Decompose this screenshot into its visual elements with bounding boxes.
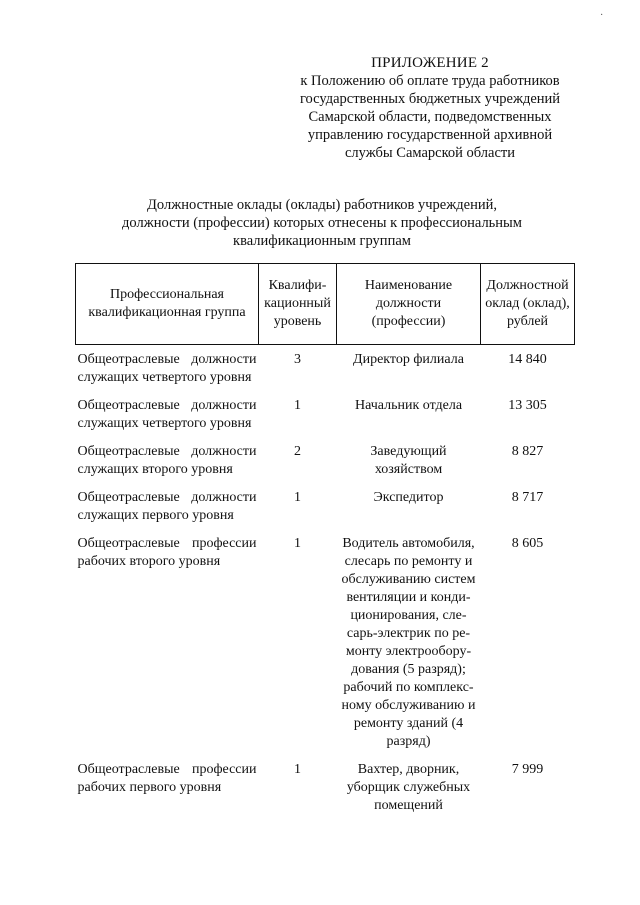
title-line: должности (профессии) которых отнесены к профессиональным [122, 215, 522, 231]
header-salary: Должностной оклад (оклад), рублей [481, 264, 575, 345]
cell-level: 1 [294, 536, 301, 551]
header-level: Квалифи-кационный уровень [259, 264, 337, 345]
table-row [76, 345, 575, 392]
header-position: Наименование должности (профессии) [337, 264, 481, 345]
cell-level: 1 [294, 762, 301, 777]
table-row [76, 529, 575, 755]
cell-salary: 8 717 [511, 490, 544, 505]
cell-position: Вахтер, дворник, уборщик служебных помещений [346, 762, 471, 813]
header-group: Профессиональная квалификационная группа [76, 264, 259, 345]
table-row [76, 437, 575, 483]
appendix-line: Самарской области, подведомственных [308, 109, 552, 125]
cell-salary: 13 305 [508, 398, 547, 413]
cell-position: Начальник отдела [354, 398, 463, 413]
cell-position: Директор филиала [353, 352, 464, 367]
cell-level: 1 [294, 490, 301, 505]
appendix-line: службы Самарской области [344, 145, 516, 161]
cell-salary: 14 840 [508, 352, 547, 367]
table-header-row [76, 264, 575, 345]
cell-salary: 7 999 [511, 762, 544, 777]
title-line: квалификационным группам [233, 233, 411, 249]
cell-group: Общеотраслевые должности служащих второго уровня [77, 444, 257, 477]
cell-group: Общеотраслевые должности служащих первого уровня [77, 490, 257, 523]
cell-position: Экспедитор [373, 490, 444, 505]
appendix-header [270, 54, 590, 162]
cell-group: Общеотраслевые должности служащих четвертого уровня [77, 398, 257, 431]
table-row [76, 483, 575, 529]
cell-level: 3 [294, 352, 301, 367]
cell-level: 2 [294, 444, 301, 459]
table-row [76, 755, 575, 819]
cell-salary: 8 827 [511, 444, 544, 459]
cell-position: Водитель автомобиля, слесарь по ремонту и обслуживанию систем вентиляции и конди-ционирования, сле-сарь-электрик по ре-монту электрообору-дования (5 разряд); рабочий по комплекс-ному обслуживанию и ремонту зданий (4 разряд) [341, 536, 476, 749]
appendix-line: управлению государственной архивной [307, 127, 553, 143]
appendix-line: к Положению об оплате труда работников [300, 73, 560, 89]
cell-level: 1 [294, 398, 301, 413]
cell-position: Заведующий хозяйством [370, 444, 447, 477]
cell-group: Общеотраслевые профессии рабочих первого уровня [77, 762, 257, 795]
appendix-title: ПРИЛОЖЕНИЕ 2 [371, 55, 489, 71]
cell-group: Общеотраслевые профессии рабочих второго уровня [77, 536, 257, 569]
appendix-line: государственных бюджетных учреждений [299, 91, 561, 107]
document-title [80, 196, 564, 250]
salary-table [75, 263, 575, 819]
cell-salary: 8 605 [511, 536, 544, 551]
scan-mark: · [600, 10, 604, 21]
title-line: Должностные оклады (оклады) работников учреждений, [147, 197, 497, 213]
cell-group: Общеотраслевые должности служащих четвертого уровня [77, 352, 257, 385]
table-row [76, 391, 575, 437]
